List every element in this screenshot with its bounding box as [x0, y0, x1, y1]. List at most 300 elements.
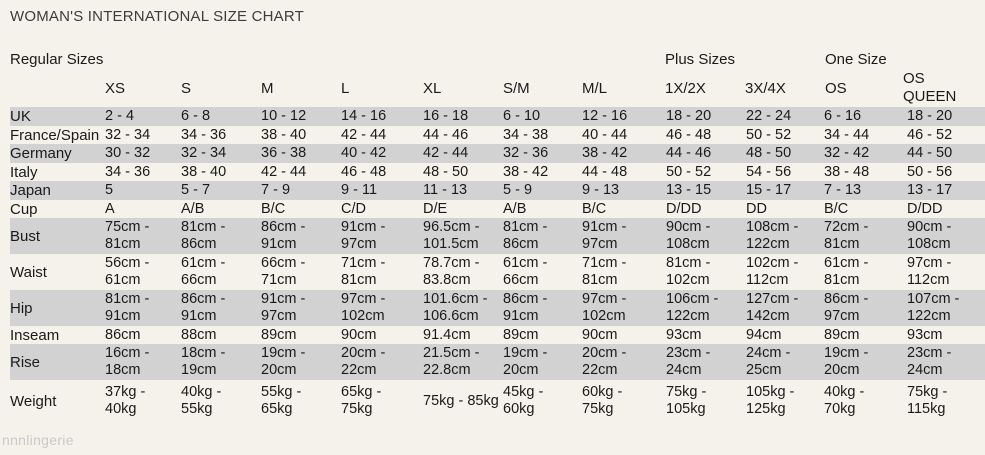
cell-line: 122cm: [666, 308, 710, 324]
column-header: S/M: [503, 80, 530, 97]
table-cell: [423, 144, 503, 163]
cell-line: 86cm -: [503, 291, 548, 307]
cell-line: 142cm: [746, 308, 790, 324]
table-cell: [582, 380, 666, 422]
cell-line: 20cm: [261, 362, 297, 378]
table-row: [10, 218, 985, 254]
table-cell: [105, 254, 181, 290]
column-header: XL: [423, 80, 442, 97]
table-cell: [746, 254, 824, 290]
table-cell: [746, 380, 824, 422]
cell-line: 40 - 44: [582, 126, 628, 143]
cell-line: 11 - 13: [423, 182, 468, 198]
table-cell: [503, 126, 582, 144]
cell-line: 108cm: [907, 236, 951, 252]
cell-line: 81cm -: [666, 255, 711, 271]
cell-line: 75kg: [582, 401, 614, 417]
cell-line: 66cm: [181, 272, 217, 288]
cell-line: 19cm -: [824, 345, 869, 361]
cell-line: 23cm -: [907, 345, 952, 361]
cell-line: 40kg -: [824, 384, 865, 400]
cell-line: 65kg -: [341, 384, 382, 400]
table-cell: [824, 107, 907, 126]
table-cell: [105, 326, 181, 344]
row-label: Bust: [10, 218, 105, 254]
cell-line: 10 - 12: [261, 108, 307, 124]
cell-line: 22cm: [341, 362, 377, 378]
cell-line: 102cm -: [746, 255, 799, 271]
table-cell: [261, 163, 341, 181]
table-cell: [582, 290, 666, 326]
table-cell: [907, 290, 985, 326]
cell-line: 7 - 9: [261, 182, 291, 198]
cell-line: 56cm -: [105, 255, 150, 271]
cell-line: 108cm -: [746, 219, 799, 235]
table-cell: [582, 181, 666, 200]
table-cell: [582, 107, 666, 126]
column-header: L: [341, 80, 350, 97]
cell-line: 91cm -: [261, 291, 306, 307]
cell-line: 81cm -: [503, 219, 548, 235]
table-cell: [503, 380, 582, 422]
table-cell: [666, 126, 746, 144]
table-row: [10, 326, 985, 344]
table-cell: [666, 344, 746, 380]
table-cell: [261, 380, 341, 422]
table-cell: [105, 290, 181, 326]
table-cell: [666, 290, 746, 326]
cell-line: 40kg -: [181, 384, 222, 400]
cell-line: 12 - 16: [582, 108, 628, 124]
cell-line: 19cm: [181, 362, 217, 378]
table-cell: [261, 200, 341, 218]
cell-line: 97cm -: [341, 291, 386, 307]
group-label-one-size: One Size: [825, 51, 887, 68]
table-cell: [261, 181, 341, 200]
cell-line: 91.4cm: [423, 326, 471, 343]
cell-line: 102cm: [582, 308, 626, 324]
table-cell: [105, 380, 181, 422]
cell-line: 86cm: [105, 326, 141, 343]
cell-line: C/D: [341, 200, 366, 217]
table-cell: [746, 107, 824, 126]
cell-line: 91cm: [503, 308, 539, 324]
cell-line: 13 - 15: [666, 182, 712, 198]
table-cell: [341, 326, 423, 344]
table-cell: [824, 326, 907, 344]
table-cell: [746, 181, 824, 200]
row-label: Hip: [10, 290, 105, 326]
cell-line: 9 - 11: [341, 182, 378, 198]
table-cell: [907, 181, 985, 200]
cell-line: 20cm -: [582, 345, 627, 361]
cell-line: 55kg -: [261, 384, 302, 400]
table-cell: [582, 344, 666, 380]
table-cell: [341, 218, 423, 254]
table-cell: [261, 107, 341, 126]
cell-line: 20cm -: [341, 345, 386, 361]
table-cell: [423, 181, 503, 200]
table-row: [10, 181, 985, 200]
cell-line: 86cm -: [824, 291, 869, 307]
chart-title: WOMAN'S INTERNATIONAL SIZE CHART: [10, 8, 305, 25]
cell-line: 91cm: [181, 308, 217, 324]
table-row: [10, 163, 985, 181]
cell-line: 32 - 42: [824, 145, 870, 161]
table-cell: [181, 326, 261, 344]
cell-line: 22cm: [582, 362, 618, 378]
cell-line: D/E: [423, 200, 448, 217]
cell-line: 70kg: [824, 401, 856, 417]
table-cell: [582, 254, 666, 290]
table-cell: [746, 344, 824, 380]
cell-line: 6 - 10: [503, 108, 541, 124]
cell-line: 19cm -: [261, 345, 306, 361]
cell-line: 66cm: [503, 272, 539, 288]
cell-line: 15 - 17: [746, 182, 792, 198]
cell-line: 37kg -: [105, 384, 146, 400]
cell-line: 38 - 48: [824, 163, 870, 180]
table-cell: [181, 290, 261, 326]
table-row: [10, 144, 985, 163]
cell-line: 65kg: [261, 401, 293, 417]
cell-line: 125kg: [746, 401, 786, 417]
table-cell: [824, 344, 907, 380]
table-cell: [181, 107, 261, 126]
cell-line: 101.5cm: [423, 236, 479, 252]
cell-line: 24cm -: [746, 345, 791, 361]
row-label: Germany: [10, 144, 105, 163]
cell-line: 44 - 50: [907, 145, 953, 161]
cell-line: 50 - 52: [746, 126, 792, 143]
cell-line: 21.5cm -: [423, 345, 480, 361]
cell-line: 89cm: [261, 326, 297, 343]
table-cell: [341, 144, 423, 163]
table-cell: [341, 107, 423, 126]
column-header: 1X/2X: [665, 80, 706, 97]
table-cell: [824, 218, 907, 254]
table-cell: [666, 163, 746, 181]
table-row: [10, 200, 985, 218]
table-cell: [341, 290, 423, 326]
table-cell: [824, 290, 907, 326]
table-cell: [105, 126, 181, 144]
table-cell: [503, 107, 582, 126]
cell-line: 86cm: [181, 236, 217, 252]
cell-line: 44 - 46: [423, 126, 469, 143]
cell-line: 91cm: [261, 236, 297, 252]
cell-line: 115kg: [907, 401, 946, 417]
cell-line: 38 - 40: [261, 126, 307, 143]
table-cell: [582, 200, 666, 218]
cell-line: 18cm -: [181, 345, 226, 361]
table-cell: [907, 107, 985, 126]
cell-line: 18cm: [105, 362, 141, 378]
table-cell: [181, 181, 261, 200]
cell-line: 112cm: [746, 272, 789, 288]
group-label-regular: Regular Sizes: [10, 51, 104, 68]
cell-line: 90cm -: [907, 219, 952, 235]
table-cell: [341, 380, 423, 422]
table-cell: [582, 163, 666, 181]
cell-line: 5 - 9: [503, 182, 533, 198]
cell-line: 75kg -: [907, 384, 948, 400]
cell-line: 66cm -: [261, 255, 306, 271]
cell-line: 122cm: [746, 236, 790, 252]
cell-line: 48 - 50: [423, 163, 469, 180]
cell-line: 71cm: [261, 272, 297, 288]
column-header: M: [261, 80, 274, 97]
table-cell: [341, 200, 423, 218]
table-cell: [666, 200, 746, 218]
table-cell: [666, 380, 746, 422]
cell-line: 97cm: [341, 236, 377, 252]
table-cell: [746, 200, 824, 218]
cell-line: 42 - 44: [341, 126, 387, 143]
cell-line: 61cm -: [503, 255, 548, 271]
table-cell: [181, 200, 261, 218]
table-cell: [746, 163, 824, 181]
table-row: [10, 107, 985, 126]
cell-line: DD: [746, 200, 767, 217]
cell-line: 112cm: [907, 272, 950, 288]
cell-line: 42 - 44: [261, 163, 307, 180]
row-label: Japan: [10, 181, 105, 200]
cell-line: 54 - 56: [746, 163, 792, 180]
cell-line: 101.6cm -: [423, 291, 488, 307]
cell-line: 102cm: [666, 272, 710, 288]
cell-line: 9 - 13: [582, 182, 620, 198]
column-header: 3X/4X: [745, 80, 786, 97]
cell-line: 127cm -: [746, 291, 799, 307]
cell-line: 38 - 40: [181, 163, 227, 180]
cell-line: A/B: [181, 200, 205, 217]
cell-line: 90cm: [341, 326, 377, 343]
table-cell: [261, 126, 341, 144]
table-row: [10, 290, 985, 326]
cell-line: 5 - 7: [181, 182, 211, 198]
table-cell: [503, 344, 582, 380]
table-cell: [341, 126, 423, 144]
cell-line: 81cm -: [105, 291, 150, 307]
table-cell: [105, 218, 181, 254]
table-cell: [907, 344, 985, 380]
cell-line: 75kg - 85kg: [423, 392, 499, 409]
cell-line: 46 - 48: [666, 126, 712, 143]
row-label: UK: [10, 107, 105, 126]
table-cell: [181, 144, 261, 163]
table-cell: [666, 218, 746, 254]
cell-line: 81cm: [105, 236, 141, 252]
cell-line: 81cm: [341, 272, 377, 288]
table-cell: [746, 290, 824, 326]
table-cell: [423, 107, 503, 126]
table-cell: [105, 163, 181, 181]
table-cell: [503, 144, 582, 163]
column-header: OS: [825, 80, 847, 97]
cell-line: 44 - 48: [582, 163, 628, 180]
row-label: France/Spain: [10, 126, 100, 144]
table-cell: [824, 181, 907, 200]
cell-line: 2 - 4: [105, 108, 135, 124]
cell-line: 5: [105, 182, 114, 198]
cell-line: 61cm: [105, 272, 141, 288]
table-cell: [907, 126, 985, 144]
cell-line: 55kg: [181, 401, 213, 417]
cell-line: 61cm -: [824, 255, 869, 271]
table-cell: [341, 254, 423, 290]
table-cell: [907, 218, 985, 254]
table-cell: [503, 290, 582, 326]
cell-line: 40kg: [105, 401, 137, 417]
cell-line: 6 - 16: [824, 108, 862, 124]
table-row: [10, 380, 985, 422]
table-cell: [907, 254, 985, 290]
row-label: Weight: [10, 392, 57, 410]
size-table: [10, 107, 985, 422]
cell-line: 16cm -: [105, 345, 150, 361]
cell-line: 19cm -: [503, 345, 548, 361]
cell-line: 97cm: [582, 236, 618, 252]
cell-line: 20cm: [824, 362, 860, 378]
cell-line: 91cm -: [341, 219, 386, 235]
cell-line: 88cm: [181, 326, 217, 343]
table-cell: [907, 380, 985, 422]
cell-line: 13 - 17: [907, 182, 953, 198]
table-cell: [824, 380, 907, 422]
table-cell: [423, 200, 503, 218]
row-label: Italy: [10, 163, 38, 181]
table-cell: [907, 326, 985, 344]
table-cell: [105, 144, 181, 163]
table-cell: [261, 290, 341, 326]
table-cell: [423, 380, 503, 422]
table-row: [10, 344, 985, 380]
cell-line: 60kg -: [582, 384, 623, 400]
cell-line: 32 - 36: [503, 145, 549, 161]
cell-line: 122cm: [907, 308, 951, 324]
cell-line: 81cm: [824, 236, 860, 252]
cell-line: 25cm: [746, 362, 782, 378]
cell-line: 106cm -: [666, 291, 719, 307]
cell-line: 86cm -: [261, 219, 306, 235]
table-cell: [746, 126, 824, 144]
cell-line: 22 - 24: [746, 108, 792, 124]
cell-line: 24cm: [666, 362, 702, 378]
cell-line: 71cm -: [341, 255, 386, 271]
table-row: [10, 126, 985, 144]
cell-line: 91cm: [105, 308, 141, 324]
cell-line: 91cm -: [582, 219, 627, 235]
cell-line: 48 - 50: [746, 145, 792, 161]
table-cell: [824, 126, 907, 144]
table-cell: [907, 200, 985, 218]
cell-line: 97cm -: [907, 255, 952, 271]
cell-line: 102cm: [341, 308, 385, 324]
table-cell: [582, 218, 666, 254]
cell-line: 32 - 34: [105, 126, 151, 143]
cell-line: 81cm: [582, 272, 618, 288]
table-cell: [423, 290, 503, 326]
table-cell: [582, 326, 666, 344]
cell-line: 20cm: [503, 362, 539, 378]
table-cell: [666, 181, 746, 200]
cell-line: 34 - 44: [824, 126, 870, 143]
table-cell: [181, 126, 261, 144]
table-cell: [503, 163, 582, 181]
table-cell: [582, 144, 666, 163]
row-label: Waist: [10, 263, 47, 281]
cell-line: 86cm -: [181, 291, 226, 307]
table-cell: [181, 254, 261, 290]
cell-line: 61cm -: [181, 255, 226, 271]
cell-line: 60kg: [503, 401, 535, 417]
cell-line: A: [105, 200, 115, 217]
cell-line: 97cm: [824, 308, 860, 324]
table-cell: [261, 254, 341, 290]
table-cell: [105, 107, 181, 126]
cell-line: 45kg -: [503, 384, 544, 400]
table-cell: [824, 163, 907, 181]
cell-line: 18 - 20: [666, 108, 712, 124]
cell-line: 107cm -: [907, 291, 960, 307]
cell-line: 6 - 8: [181, 108, 211, 124]
cell-line: 86cm: [503, 236, 539, 252]
table-cell: [423, 254, 503, 290]
cell-line: 106.6cm: [423, 308, 479, 324]
table-cell: [181, 218, 261, 254]
table-cell: [746, 218, 824, 254]
cell-line: 36 - 38: [261, 145, 307, 161]
table-cell: [341, 163, 423, 181]
cell-line: 40 - 42: [341, 145, 387, 161]
cell-line: 50 - 52: [666, 163, 712, 180]
table-cell: [261, 144, 341, 163]
table-cell: [666, 254, 746, 290]
table-cell: [423, 126, 503, 144]
table-cell: [181, 344, 261, 380]
table-cell: [746, 326, 824, 344]
table-cell: [261, 218, 341, 254]
table-cell: [181, 380, 261, 422]
cell-line: 75cm -: [105, 219, 150, 235]
cell-line: 93cm: [907, 326, 943, 343]
cell-line: 105kg: [666, 401, 706, 417]
column-header: S: [181, 80, 192, 97]
table-cell: [503, 326, 582, 344]
cell-line: 38 - 42: [582, 145, 628, 161]
row-label: Inseam: [10, 326, 60, 344]
cell-line: 30 - 32: [105, 145, 151, 161]
cell-line: 90cm: [582, 326, 618, 343]
row-label: Cup: [10, 200, 38, 218]
table-cell: [105, 200, 181, 218]
table-cell: [824, 144, 907, 163]
cell-line: 22.8cm: [423, 362, 471, 378]
table-cell: [261, 326, 341, 344]
cell-line: 16 - 18: [423, 108, 469, 124]
cell-line: D/DD: [666, 200, 702, 217]
cell-line: 90cm -: [666, 219, 711, 235]
watermark: nnnlingerie: [2, 432, 74, 448]
table-cell: [582, 126, 666, 144]
cell-line: 75kg: [341, 401, 373, 417]
table-cell: [824, 254, 907, 290]
cell-line: 38 - 42: [503, 163, 549, 180]
table-cell: [503, 218, 582, 254]
table-cell: [907, 144, 985, 163]
column-header: M/L: [582, 80, 608, 97]
